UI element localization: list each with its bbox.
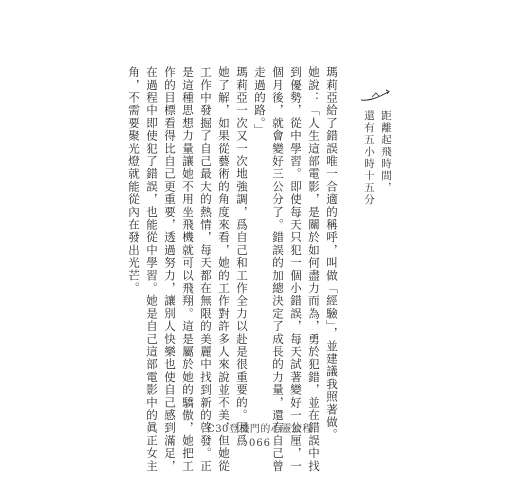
header-line-1: 距離起飛時間，: [380, 110, 392, 194]
body-column-7: 她了解，如果從藝術的角度來看，她的工作對許多人來說並不美，但她從: [217, 66, 231, 473]
page-number: 066: [248, 438, 272, 449]
body-column-1: 瑪莉亞給了錯誤唯一合適的稱呼，叫做「經驗」，並建議我照著做。: [325, 66, 339, 442]
body-column-12: 角，不需要聚光燈就能從內在發出光芒。: [127, 66, 141, 295]
body-column-2: 她說：「人生這部電影，是關於如何盡力而為，勇於犯錯，並在錯誤中找: [307, 66, 321, 473]
body-column-9: 是這種思想力量讓她不用坐飛機就可以飛翔。這是屬於她的驕傲，她把工: [181, 66, 195, 473]
body-column-6: 瑪莉亞一次又一次地強調，爲自己和工作全力以赴是很重要的。因爲: [235, 66, 249, 447]
body-column-8: 工作中發掘了自己最大的熱情，每天都在無限的美麗中找到新的啓發。正: [199, 66, 213, 473]
body-column-5: 走過的路。」: [253, 66, 267, 137]
book-title: C30登機門的心靈旅程: [207, 424, 313, 435]
airplane-icon: [360, 88, 390, 102]
header-line-2: 還有五小時十五分: [363, 110, 375, 206]
body-column-10: 作的目標看得比自己更重要，透過努力，讓別人快樂也使自己感到滿足，: [163, 66, 177, 473]
body-column-4: 個月後，就會變好三公分了。錯誤的加總決定了成長的力量，還有自己曾: [271, 66, 285, 473]
body-column-11: 在過程中即使犯了錯誤，也能從中學習。她是自己這部電影中的眞正女主: [145, 66, 159, 473]
body-column-3: 到優勢，從中學習。即使每天只犯一個小錯誤，每天試著變好一公厘，一: [289, 66, 303, 473]
